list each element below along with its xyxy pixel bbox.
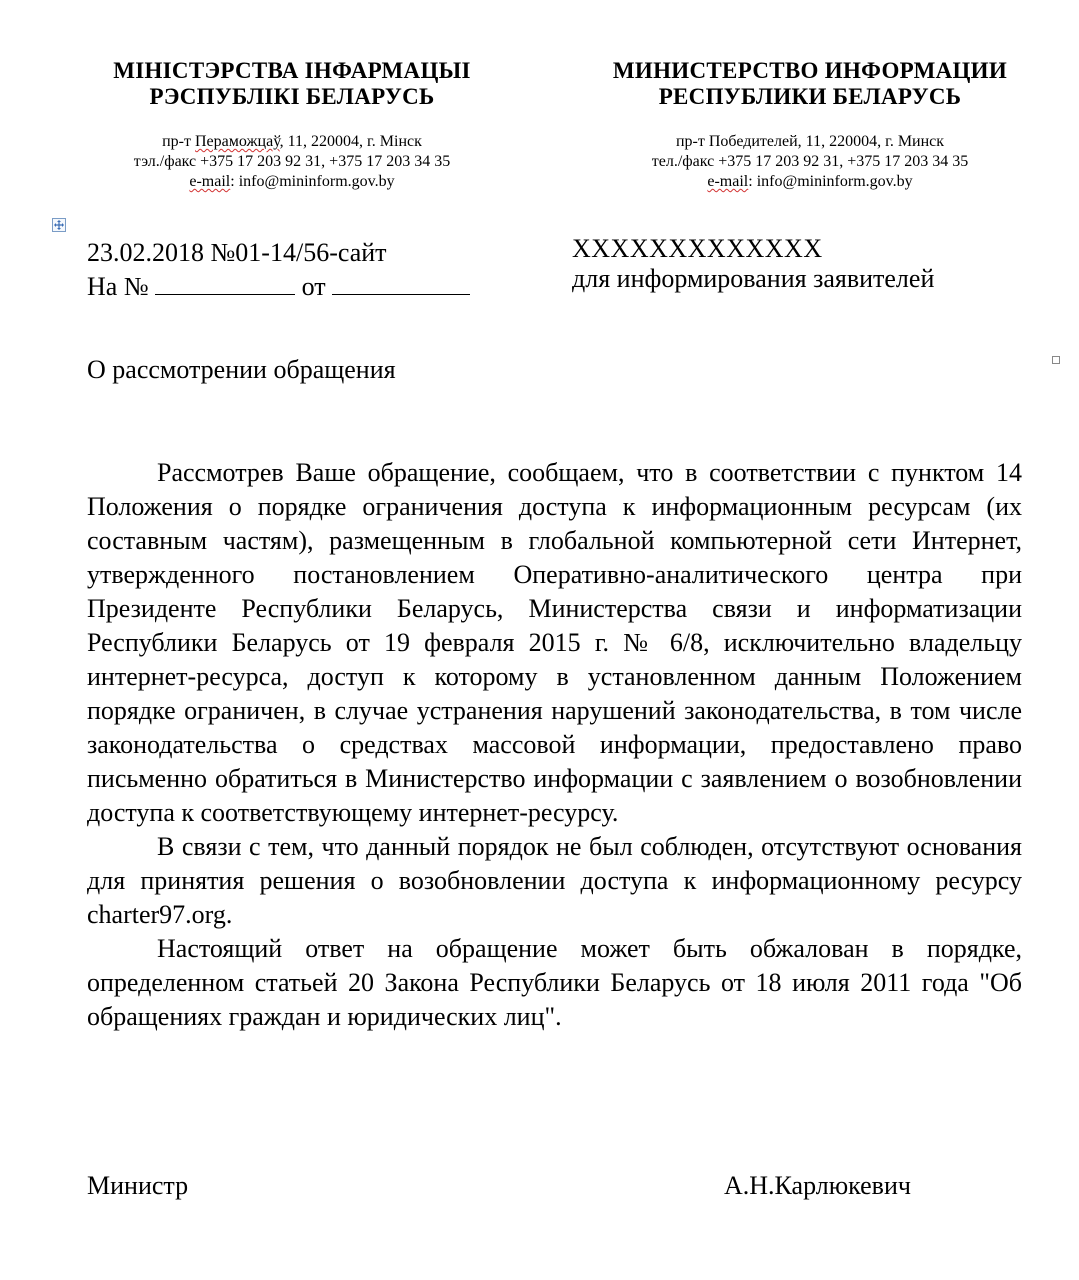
ref-label: На № [87, 272, 149, 301]
email-ru-label: e-mail [707, 173, 749, 190]
address-by-prefix: пр-т [162, 133, 195, 150]
address-by [62, 132, 522, 152]
signatory-title: Министр [87, 1171, 189, 1200]
body-paragraph: Рассмотрев Ваше обращение, сообщаем, что в соответствии с пунктом 14 Положения о порядке ограничения доступа к информационным ресурсам (их составным частям), размещенным в глобальной компьютерной сети Интернет, утвержденного постановлением Оперативно-аналитического центра при Президенте Республики Беларусь, Министерства связи и информатизации Республики Беларусь от 19 февраля 2015 г. № 6/8, исключительно владельцу интернет-ресурса, доступ к которому в установленном данным Положением порядке ограничен, в случае устранения нарушений законодательства, в том числе законодательства о средствах массовой информации, предоставлено право письменно обратиться в Министерство информации с заявлением о возобновлении доступа к соответствующему интернет-ресурсу. [87, 458, 1022, 827]
org-name-by-line2: РЭСПУБЛІКІ БЕЛАРУСЬ [149, 84, 435, 109]
org-name-ru-line1: МИНИСТЕРСТВО ИНФОРМАЦИИ [612, 58, 1008, 83]
date-number: 23.02.2018 №01-14/56-сайт [87, 238, 387, 267]
email-by-value: : info@mininform.gov.by [230, 173, 395, 190]
table-resize-handle[interactable] [1052, 356, 1060, 364]
letter-subject: О рассмотрении обращения [87, 355, 396, 384]
body-paragraph: В связи с тем, что данный порядок не был соблюден, отсутствуют основания для принятия решения о возобновлении доступа к информационному ресурсу charter97.org. [87, 832, 1022, 929]
recipient-note: для информирования заявителей [572, 264, 935, 293]
address-by-rest: , 11, 220004, г. Мінск [279, 133, 422, 150]
org-name-by-line1: МІНІСТЭРСТВА ІНФАРМАЦЫІ [113, 58, 471, 83]
table-move-handle-icon[interactable] [52, 218, 66, 232]
recipient-block [572, 234, 934, 294]
from-label: от [301, 272, 326, 301]
address-ru: пр-т Победителей, 11, 220004, г. Минск [675, 133, 945, 150]
reference-block [87, 236, 470, 304]
move-arrows-icon [54, 220, 64, 230]
org-name-by [62, 58, 522, 110]
phone-ru: тел./факс +375 17 203 92 31, +375 17 203 34 35 [651, 153, 969, 170]
email-by [62, 172, 522, 192]
signatory-name: А.Н.Карлюкевич [724, 1171, 911, 1200]
address-by-street: Пераможцаў [195, 133, 280, 150]
email-ru [565, 172, 1055, 192]
contacts-by [62, 132, 522, 192]
reference-line [87, 270, 470, 304]
ref-date-blank [332, 270, 470, 295]
contacts-ru [565, 132, 1055, 192]
phone-by: тэл./факс +375 17 203 92 31, +375 17 203 34 35 [133, 153, 451, 170]
letterhead-by [62, 58, 522, 192]
org-name-ru-line2: РЕСПУБЛИКИ БЕЛАРУСЬ [658, 84, 962, 109]
email-ru-value: : info@mininform.gov.by [748, 173, 913, 190]
email-by-label: e-mail [189, 173, 231, 190]
recipient-name: XXXXXXXXXXXXX [572, 234, 823, 263]
letter-body [87, 456, 1022, 1034]
org-name-ru [565, 58, 1055, 110]
ref-number-blank [155, 270, 295, 295]
letterhead-ru [565, 58, 1055, 192]
body-paragraph: Настоящий ответ на обращение может быть обжалован в порядке, определенном статьей 20 Закона Республики Беларусь от 18 июля 2011 года "Об обращениях граждан и юридических лиц". [87, 934, 1022, 1031]
